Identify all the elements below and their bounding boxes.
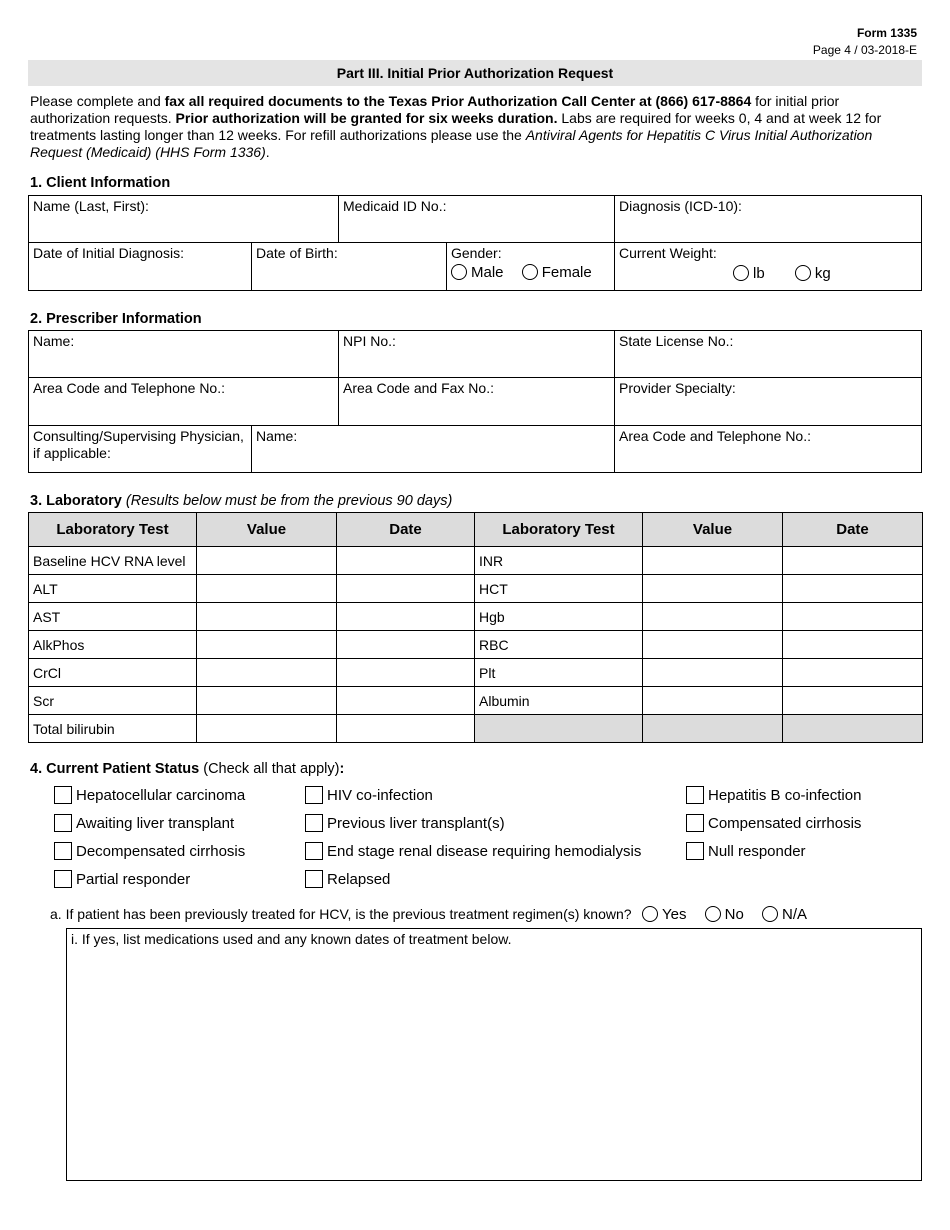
medicaid-id-field[interactable] — [338, 195, 615, 243]
lab-value-input[interactable] — [643, 631, 783, 659]
lab-date-input[interactable] — [337, 687, 475, 715]
checkbox[interactable] — [54, 786, 72, 804]
table-row — [29, 575, 923, 603]
lab-test-name: Baseline HCV RNA level — [29, 547, 197, 575]
female-label: Female — [541, 264, 592, 281]
table-row — [29, 687, 923, 715]
intro-text-4: . — [265, 144, 270, 160]
intro-bold-1: fax all required documents to the Texas Prior Authorization Call Center at (866) 617-8864 — [164, 93, 752, 109]
laboratory-title-text: 3. Laboratory — [30, 493, 122, 509]
gender-field — [446, 242, 615, 291]
lab-test-name: AlkPhos — [29, 631, 197, 659]
laboratory-title — [30, 493, 452, 509]
status-label: Hepatocellular carcinoma — [76, 787, 246, 804]
lab-header-date-right: Date — [783, 513, 923, 547]
option-yes[interactable] — [642, 906, 686, 923]
status-label: Previous liver transplant(s) — [327, 815, 505, 832]
gender-label: Gender: — [451, 245, 502, 261]
checkbox[interactable] — [686, 842, 704, 860]
status-hiv-coinfection[interactable] — [305, 786, 433, 805]
checkbox[interactable] — [686, 814, 704, 832]
table-row — [29, 659, 923, 687]
weight-field — [614, 242, 922, 291]
provider-specialty-field[interactable] — [614, 377, 922, 426]
prescriber-info-title: 2. Prescriber Information — [30, 311, 202, 327]
status-compensated-cirrhosis[interactable] — [686, 814, 861, 833]
checkbox[interactable] — [54, 870, 72, 888]
weight-lb-option[interactable] — [733, 265, 765, 282]
form-number: Form 1335 — [856, 26, 917, 40]
lab-date-input[interactable] — [783, 659, 923, 687]
lab-test-name: AST — [29, 603, 197, 631]
lab-header-test-right: Laboratory Test — [475, 513, 643, 547]
laboratory-note: (Results below must be from the previous 90 days) — [125, 493, 453, 509]
lab-value-input[interactable] — [197, 575, 337, 603]
lab-test-name: INR — [475, 547, 643, 575]
lb-radio[interactable] — [733, 265, 749, 281]
yes-radio[interactable] — [642, 906, 658, 922]
option-na[interactable] — [762, 906, 807, 923]
part-title: Part III. Initial Prior Authorization Request — [28, 60, 922, 86]
form-identifier — [813, 25, 917, 59]
lab-test-name: RBC — [475, 631, 643, 659]
male-radio[interactable] — [451, 264, 467, 280]
status-relapsed[interactable] — [305, 870, 390, 889]
intro-paragraph — [30, 93, 900, 161]
lab-empty-cell — [475, 715, 643, 743]
weight-kg-option[interactable] — [795, 265, 831, 282]
weight-label: Current Weight: — [619, 245, 717, 261]
client-info-title: 1. Client Information — [30, 175, 171, 191]
initial-diagnosis-label: Date of Initial Diagnosis: — [33, 245, 184, 261]
initial-diagnosis-date-field[interactable] — [28, 242, 252, 291]
table-row — [29, 547, 923, 575]
prescriber-fax-field[interactable] — [338, 377, 615, 426]
lb-label: lb — [753, 265, 765, 282]
status-null-responder[interactable] — [686, 842, 806, 861]
checkbox[interactable] — [686, 786, 704, 804]
medicaid-id-label: Medicaid ID No.: — [343, 198, 447, 214]
na-radio[interactable] — [762, 906, 778, 922]
intro-text-2: for initial prior authorization requests. — [30, 93, 840, 126]
status-label: HIV co-infection — [327, 787, 433, 804]
no-label: No — [724, 906, 744, 923]
table-row — [29, 603, 923, 631]
state-license-label: State License No.: — [619, 333, 734, 349]
gender-female-option[interactable] — [522, 264, 592, 281]
lab-date-input[interactable] — [337, 575, 475, 603]
lab-value-input[interactable] — [643, 603, 783, 631]
intro-text-3: Labs are required for weeks 0, 4 and at week 12 for treatments lasting longer than 12 weeks. For refill authorizations please use the — [30, 110, 882, 143]
male-label: Male — [471, 264, 504, 281]
lab-value-input[interactable] — [197, 715, 337, 743]
checkbox[interactable] — [305, 814, 323, 832]
patient-status-title — [30, 761, 344, 777]
table-row — [29, 631, 923, 659]
status-hepatocellular-carcinoma[interactable] — [54, 786, 245, 805]
status-label: Awaiting liver transplant — [76, 815, 235, 832]
lab-date-input[interactable] — [783, 603, 923, 631]
dob-field[interactable] — [251, 242, 447, 291]
lab-header-value-right: Value — [643, 513, 783, 547]
client-name-label: Name (Last, First): — [33, 198, 149, 214]
lab-value-input[interactable] — [197, 631, 337, 659]
lab-test-name: Scr — [29, 687, 197, 715]
dob-label: Date of Birth: — [256, 245, 338, 261]
page-info: Page 4 / 03-2018-E — [812, 43, 917, 57]
checkbox[interactable] — [54, 842, 72, 860]
lab-test-name: ALT — [29, 575, 197, 603]
checkbox[interactable] — [305, 786, 323, 804]
lab-date-input[interactable] — [337, 659, 475, 687]
lab-header-row — [29, 513, 923, 547]
medications-textarea[interactable] — [66, 928, 922, 1181]
status-decompensated-cirrhosis[interactable] — [54, 842, 245, 861]
status-label: Partial responder — [76, 871, 191, 888]
status-hepatitis-b-coinfection[interactable] — [686, 786, 861, 805]
status-label: Hepatitis B co-infection — [708, 787, 862, 804]
lab-date-input[interactable] — [337, 715, 475, 743]
consulting-phone-field[interactable] — [614, 425, 922, 473]
lab-header-date-left: Date — [337, 513, 475, 547]
status-label: Null responder — [708, 843, 806, 860]
checkbox[interactable] — [305, 870, 323, 888]
lab-date-input[interactable] — [337, 631, 475, 659]
patient-status-note: (Check all that apply) — [203, 761, 340, 777]
kg-radio[interactable] — [795, 265, 811, 281]
status-partial-responder[interactable] — [54, 870, 190, 889]
state-license-field[interactable] — [614, 330, 922, 378]
checkbox[interactable] — [305, 842, 323, 860]
lab-date-input[interactable] — [783, 631, 923, 659]
lab-value-input[interactable] — [643, 659, 783, 687]
gender-male-option[interactable] — [451, 264, 504, 281]
lab-value-input[interactable] — [197, 603, 337, 631]
consulting-phone-label: Area Code and Telephone No.: — [619, 428, 811, 444]
status-esrd-hemodialysis[interactable] — [305, 842, 641, 861]
lab-value-input[interactable] — [643, 547, 783, 575]
consulting-name-label: Name: — [256, 428, 298, 444]
intro-form-reference: Antiviral Agents for Hepatitis C Virus Initial Authorization Request (Medicaid) (HHS Form 1336) — [30, 127, 873, 160]
lab-value-input[interactable] — [643, 575, 783, 603]
lab-date-input[interactable] — [783, 687, 923, 715]
checkbox[interactable] — [54, 814, 72, 832]
female-radio[interactable] — [522, 264, 538, 280]
prescriber-name-field[interactable] — [28, 330, 339, 378]
lab-value-input[interactable] — [197, 659, 337, 687]
consulting-physician-label: Consulting/Supervising Physician, if applicable: — [33, 428, 244, 461]
prescriber-name-label: Name: — [33, 333, 75, 349]
status-label: Compensated cirrhosis — [708, 815, 862, 832]
npi-label: NPI No.: — [343, 333, 396, 349]
yes-label: Yes — [662, 906, 687, 923]
lab-test-name: Plt — [475, 659, 643, 687]
lab-date-input[interactable] — [783, 575, 923, 603]
table-row — [29, 715, 923, 743]
laboratory-table — [28, 512, 923, 743]
previous-treatment-question — [50, 906, 808, 923]
lab-value-input[interactable] — [643, 687, 783, 715]
prescriber-fax-label: Area Code and Fax No.: — [343, 380, 494, 396]
status-label: Decompensated cirrhosis — [76, 843, 246, 860]
prescriber-phone-label: Area Code and Telephone No.: — [33, 380, 225, 396]
consulting-name-field[interactable] — [251, 425, 615, 473]
status-label: End stage renal disease requiring hemodialysis — [327, 843, 642, 860]
previous-treatment-options — [642, 906, 821, 923]
diagnosis-field[interactable] — [614, 195, 922, 243]
diagnosis-label: Diagnosis (ICD-10): — [619, 198, 742, 214]
lab-value-input[interactable] — [197, 547, 337, 575]
patient-status-colon: : — [339, 761, 345, 777]
prescriber-phone-field[interactable] — [28, 377, 339, 426]
lab-header-value-left: Value — [197, 513, 337, 547]
no-radio[interactable] — [705, 906, 721, 922]
lab-value-input[interactable] — [197, 687, 337, 715]
option-no[interactable] — [705, 906, 744, 923]
lab-test-name: Albumin — [475, 687, 643, 715]
lab-header-test-left: Laboratory Test — [29, 513, 197, 547]
patient-status-title-text: 4. Current Patient Status — [30, 761, 200, 777]
na-label: N/A — [782, 906, 808, 923]
intro-bold-2: Prior authorization will be granted for six weeks duration. — [175, 110, 558, 126]
lab-test-name: Total bilirubin — [29, 715, 197, 743]
lab-test-name: Hgb — [475, 603, 643, 631]
lab-test-name: CrCl — [29, 659, 197, 687]
consulting-physician-cell — [28, 425, 252, 473]
lab-date-input[interactable] — [783, 547, 923, 575]
npi-field[interactable] — [338, 330, 615, 378]
lab-date-input[interactable] — [337, 603, 475, 631]
intro-text-1: Please complete and — [30, 93, 165, 109]
medications-box-label: i. If yes, list medications used and any known dates of treatment below. — [71, 931, 512, 947]
lab-test-name: HCT — [475, 575, 643, 603]
status-label: Relapsed — [327, 871, 391, 888]
provider-specialty-label: Provider Specialty: — [619, 380, 736, 396]
lab-date-input[interactable] — [337, 547, 475, 575]
status-previous-transplant[interactable] — [305, 814, 505, 833]
client-name-field[interactable] — [28, 195, 339, 243]
kg-label: kg — [814, 265, 831, 282]
lab-empty-cell — [643, 715, 783, 743]
lab-empty-cell — [783, 715, 923, 743]
status-awaiting-transplant[interactable] — [54, 814, 234, 833]
previous-treatment-question-text: a. If patient has been previously treated for HCV, is the previous treatment regimen(s) known? — [50, 906, 632, 922]
